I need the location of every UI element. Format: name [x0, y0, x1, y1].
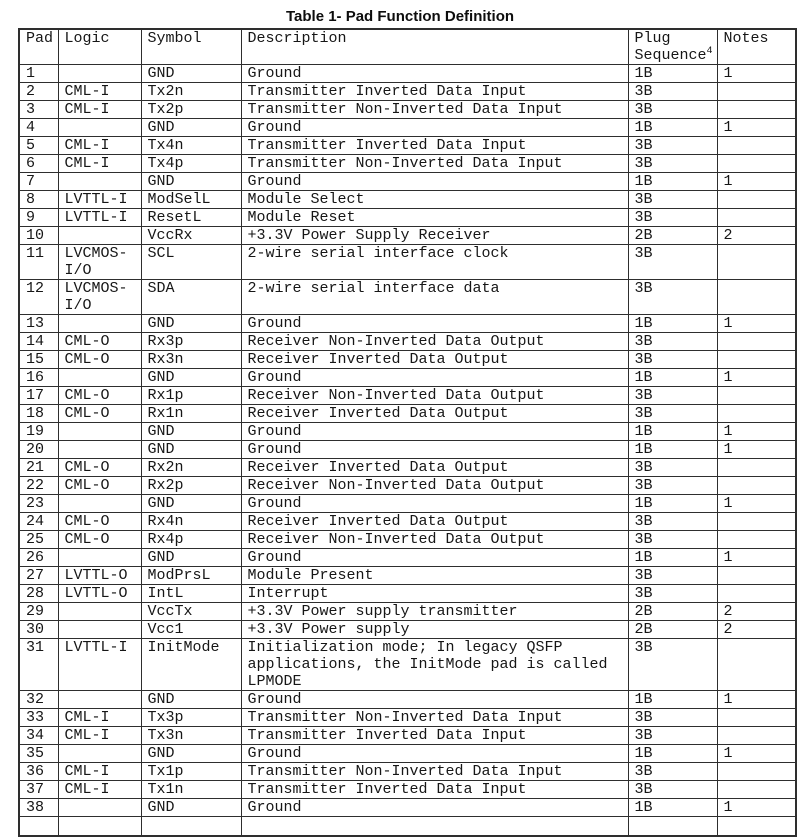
cell-logic	[58, 745, 141, 763]
cell-logic: CML-I	[58, 83, 141, 101]
cell-logic	[58, 549, 141, 567]
cell-symbol: GND	[141, 549, 241, 567]
table-row	[19, 351, 796, 369]
cell-plug: 1B	[628, 369, 717, 387]
table-row	[19, 119, 796, 137]
table-row	[19, 763, 796, 781]
cell-plug: 3B	[628, 137, 717, 155]
col-header-description: Description	[241, 29, 628, 65]
cell-logic	[58, 441, 141, 459]
cell-logic: CML-I	[58, 709, 141, 727]
cell-notes	[717, 477, 796, 495]
cell-symbol: ModPrsL	[141, 567, 241, 585]
cell-notes: 1	[717, 495, 796, 513]
table-row	[19, 639, 796, 691]
cell-symbol: SCL	[141, 245, 241, 280]
cell-pad: 31	[19, 639, 58, 691]
cell-notes: 1	[717, 65, 796, 83]
table-row	[19, 781, 796, 799]
cell-pad: 26	[19, 549, 58, 567]
cell-logic	[58, 315, 141, 333]
cell-plug: 1B	[628, 119, 717, 137]
cell-plug: 1B	[628, 315, 717, 333]
cell-logic: LVTTL-I	[58, 639, 141, 691]
cell-plug: 2B	[628, 227, 717, 245]
cell-pad: 38	[19, 799, 58, 817]
cell-notes	[717, 101, 796, 119]
cell-logic: LVCMOS-I/O	[58, 245, 141, 280]
plug-header-line1: Plug	[634, 30, 671, 47]
cell-description: Transmitter Non-Inverted Data Input	[241, 709, 628, 727]
cell-symbol: Tx4p	[141, 155, 241, 173]
cell-plug: 3B	[628, 405, 717, 423]
cell-plug: 3B	[628, 155, 717, 173]
cell-plug: 3B	[628, 781, 717, 799]
cell-description: Receiver Non-Inverted Data Output	[241, 531, 628, 549]
cell-logic: CML-I	[58, 763, 141, 781]
cell-plug: 1B	[628, 423, 717, 441]
cell-plug: 1B	[628, 65, 717, 83]
cell-description: Ground	[241, 745, 628, 763]
cell-symbol: GND	[141, 369, 241, 387]
cell-logic	[58, 173, 141, 191]
cell-logic: CML-O	[58, 333, 141, 351]
cell-pad: 22	[19, 477, 58, 495]
cell-description	[241, 817, 628, 837]
table-row	[19, 727, 796, 745]
cell-logic	[58, 119, 141, 137]
cell-logic: CML-I	[58, 137, 141, 155]
cell-logic: CML-O	[58, 477, 141, 495]
cell-notes	[717, 333, 796, 351]
cell-notes	[717, 191, 796, 209]
table-row	[19, 603, 796, 621]
cell-pad: 2	[19, 83, 58, 101]
table-row	[19, 441, 796, 459]
cell-logic: CML-I	[58, 727, 141, 745]
cell-symbol: GND	[141, 799, 241, 817]
cell-symbol: GND	[141, 173, 241, 191]
cell-plug: 3B	[628, 459, 717, 477]
cell-notes: 1	[717, 369, 796, 387]
cell-pad: 3	[19, 101, 58, 119]
cell-description: Receiver Non-Inverted Data Output	[241, 387, 628, 405]
cell-plug: 3B	[628, 513, 717, 531]
cell-logic	[58, 65, 141, 83]
cell-description: Transmitter Inverted Data Input	[241, 83, 628, 101]
cell-pad: 27	[19, 567, 58, 585]
cell-plug: 3B	[628, 191, 717, 209]
table-row	[19, 423, 796, 441]
cell-notes	[717, 781, 796, 799]
cell-pad: 29	[19, 603, 58, 621]
cell-pad: 28	[19, 585, 58, 603]
cell-description: 2-wire serial interface clock	[241, 245, 628, 280]
cell-pad: 25	[19, 531, 58, 549]
cell-symbol: Tx3p	[141, 709, 241, 727]
cell-notes	[717, 639, 796, 691]
cell-description: Ground	[241, 315, 628, 333]
cell-logic: LVCMOS-I/O	[58, 280, 141, 315]
cell-pad: 16	[19, 369, 58, 387]
cell-notes	[717, 531, 796, 549]
cell-logic: CML-I	[58, 781, 141, 799]
cell-description: Receiver Inverted Data Output	[241, 459, 628, 477]
cell-plug: 3B	[628, 245, 717, 280]
cell-logic	[58, 495, 141, 513]
cell-plug: 1B	[628, 549, 717, 567]
cell-symbol: Rx2n	[141, 459, 241, 477]
cell-symbol: IntL	[141, 585, 241, 603]
table-row	[19, 315, 796, 333]
table-row	[19, 745, 796, 763]
cell-pad: 7	[19, 173, 58, 191]
table-body	[19, 65, 796, 837]
cell-notes	[717, 387, 796, 405]
cell-description: +3.3V Power supply	[241, 621, 628, 639]
cell-notes	[717, 280, 796, 315]
cell-plug: 3B	[628, 351, 717, 369]
cell-description: Ground	[241, 441, 628, 459]
cell-plug: 1B	[628, 441, 717, 459]
table-row	[19, 173, 796, 191]
table-row	[19, 209, 796, 227]
table-row	[19, 101, 796, 119]
cell-plug: 3B	[628, 333, 717, 351]
cell-description: Ground	[241, 495, 628, 513]
cell-plug: 2B	[628, 603, 717, 621]
cell-description: Receiver Non-Inverted Data Output	[241, 333, 628, 351]
cell-pad	[19, 817, 58, 837]
cell-plug: 3B	[628, 763, 717, 781]
cell-plug: 3B	[628, 567, 717, 585]
cell-symbol: Tx2n	[141, 83, 241, 101]
plug-header-line2: Sequence	[634, 47, 707, 64]
cell-symbol: Tx3n	[141, 727, 241, 745]
cell-pad: 11	[19, 245, 58, 280]
cell-pad: 19	[19, 423, 58, 441]
cell-plug: 3B	[628, 639, 717, 691]
table-row	[19, 369, 796, 387]
table-row	[19, 191, 796, 209]
cell-pad: 36	[19, 763, 58, 781]
cell-notes	[717, 137, 796, 155]
cell-notes	[717, 727, 796, 745]
cell-notes	[717, 709, 796, 727]
cell-symbol: GND	[141, 65, 241, 83]
cell-symbol: ResetL	[141, 209, 241, 227]
cell-plug: 1B	[628, 745, 717, 763]
cell-plug: 1B	[628, 691, 717, 709]
cell-notes: 1	[717, 441, 796, 459]
cell-description: Ground	[241, 691, 628, 709]
cell-plug: 3B	[628, 387, 717, 405]
cell-symbol	[141, 817, 241, 837]
cell-notes	[717, 245, 796, 280]
cell-description: Module Select	[241, 191, 628, 209]
cell-logic: LVTTL-O	[58, 585, 141, 603]
cell-description: Transmitter Inverted Data Input	[241, 727, 628, 745]
table-row	[19, 531, 796, 549]
cell-pad: 17	[19, 387, 58, 405]
cell-symbol: Rx4p	[141, 531, 241, 549]
cell-logic: CML-I	[58, 101, 141, 119]
cell-plug: 3B	[628, 209, 717, 227]
cell-description: Transmitter Non-Inverted Data Input	[241, 101, 628, 119]
table-row	[19, 83, 796, 101]
cell-description: Receiver Inverted Data Output	[241, 351, 628, 369]
col-header-pad: Pad	[19, 29, 58, 65]
cell-symbol: Rx1n	[141, 405, 241, 423]
cell-pad: 14	[19, 333, 58, 351]
cell-notes	[717, 405, 796, 423]
cell-logic	[58, 227, 141, 245]
cell-description: Transmitter Non-Inverted Data Input	[241, 155, 628, 173]
table-row	[19, 65, 796, 83]
col-header-logic: Logic	[58, 29, 141, 65]
cell-description: Ground	[241, 369, 628, 387]
header-row	[19, 29, 796, 65]
cell-notes: 1	[717, 423, 796, 441]
cell-notes: 2	[717, 603, 796, 621]
cell-description: Ground	[241, 173, 628, 191]
cell-description: Ground	[241, 799, 628, 817]
cell-description: Initialization mode; In legacy QSFP applications, the InitMode pad is called LPMODE	[241, 639, 628, 691]
cell-plug: 2B	[628, 621, 717, 639]
cell-description: Module Reset	[241, 209, 628, 227]
table-row	[19, 405, 796, 423]
cell-notes: 1	[717, 799, 796, 817]
cell-description: Ground	[241, 423, 628, 441]
cell-pad: 37	[19, 781, 58, 799]
cell-notes	[717, 459, 796, 477]
cell-notes	[717, 155, 796, 173]
cell-symbol: Rx3p	[141, 333, 241, 351]
cell-symbol: VccTx	[141, 603, 241, 621]
cell-plug: 3B	[628, 101, 717, 119]
cell-symbol: Rx2p	[141, 477, 241, 495]
cell-logic	[58, 817, 141, 837]
cell-description: Receiver Inverted Data Output	[241, 405, 628, 423]
cell-symbol: ModSelL	[141, 191, 241, 209]
cell-pad: 8	[19, 191, 58, 209]
cell-logic	[58, 423, 141, 441]
table-row	[19, 333, 796, 351]
cell-notes	[717, 209, 796, 227]
cell-symbol: Rx4n	[141, 513, 241, 531]
cell-pad: 34	[19, 727, 58, 745]
cell-notes: 1	[717, 173, 796, 191]
cell-logic: LVTTL-O	[58, 567, 141, 585]
cell-notes	[717, 817, 796, 837]
table-row	[19, 137, 796, 155]
cell-logic: CML-O	[58, 387, 141, 405]
table-row	[19, 691, 796, 709]
cell-logic: LVTTL-I	[58, 191, 141, 209]
table-row	[19, 459, 796, 477]
cell-description: Ground	[241, 65, 628, 83]
cell-description: Transmitter Non-Inverted Data Input	[241, 763, 628, 781]
cell-notes	[717, 513, 796, 531]
cell-logic: CML-O	[58, 531, 141, 549]
cell-pad: 10	[19, 227, 58, 245]
cell-symbol: GND	[141, 745, 241, 763]
cell-pad: 20	[19, 441, 58, 459]
cell-plug: 3B	[628, 477, 717, 495]
table-title: Table 1- Pad Function Definition	[285, 8, 515, 25]
cell-pad: 13	[19, 315, 58, 333]
cell-plug: 3B	[628, 709, 717, 727]
cell-pad: 21	[19, 459, 58, 477]
cell-plug: 1B	[628, 173, 717, 191]
cell-pad: 32	[19, 691, 58, 709]
cell-notes	[717, 567, 796, 585]
plug-header-footnote-ref: 4	[706, 46, 713, 57]
table-row	[19, 477, 796, 495]
cell-pad: 35	[19, 745, 58, 763]
cell-plug: 3B	[628, 280, 717, 315]
cell-pad: 24	[19, 513, 58, 531]
cell-plug: 3B	[628, 531, 717, 549]
pad-function-table	[18, 28, 797, 837]
cell-logic	[58, 799, 141, 817]
cell-pad: 15	[19, 351, 58, 369]
cell-notes: 2	[717, 621, 796, 639]
cell-pad: 30	[19, 621, 58, 639]
cell-symbol: GND	[141, 495, 241, 513]
cell-pad: 23	[19, 495, 58, 513]
cell-plug: 1B	[628, 799, 717, 817]
cell-logic: CML-O	[58, 459, 141, 477]
table-row	[19, 513, 796, 531]
cell-pad: 9	[19, 209, 58, 227]
cell-plug: 3B	[628, 727, 717, 745]
cell-description: +3.3V Power Supply Receiver	[241, 227, 628, 245]
cell-symbol: Tx4n	[141, 137, 241, 155]
table-row	[19, 280, 796, 315]
table-row	[19, 387, 796, 405]
cell-symbol: Tx1p	[141, 763, 241, 781]
cell-notes: 1	[717, 549, 796, 567]
table-row	[19, 155, 796, 173]
cell-description: Receiver Non-Inverted Data Output	[241, 477, 628, 495]
cell-symbol: Tx1n	[141, 781, 241, 799]
cell-notes	[717, 351, 796, 369]
table-row	[19, 621, 796, 639]
table-row	[19, 567, 796, 585]
col-header-plug-sequence	[628, 29, 717, 65]
table-row	[19, 245, 796, 280]
table-row	[19, 227, 796, 245]
table-row	[19, 585, 796, 603]
table-row	[19, 495, 796, 513]
cell-symbol: GND	[141, 119, 241, 137]
cell-description: Ground	[241, 549, 628, 567]
table-row	[19, 709, 796, 727]
cell-description: Transmitter Inverted Data Input	[241, 781, 628, 799]
cell-symbol: Rx3n	[141, 351, 241, 369]
cell-symbol: SDA	[141, 280, 241, 315]
cell-logic	[58, 621, 141, 639]
cell-pad: 1	[19, 65, 58, 83]
cell-logic: CML-I	[58, 155, 141, 173]
cell-logic	[58, 691, 141, 709]
cell-pad: 4	[19, 119, 58, 137]
cell-symbol: GND	[141, 423, 241, 441]
cell-notes	[717, 585, 796, 603]
cell-description: Receiver Inverted Data Output	[241, 513, 628, 531]
cell-pad: 18	[19, 405, 58, 423]
cell-plug: 3B	[628, 83, 717, 101]
table-row	[19, 549, 796, 567]
cell-description: 2-wire serial interface data	[241, 280, 628, 315]
col-header-notes: Notes	[717, 29, 796, 65]
cell-logic: CML-O	[58, 513, 141, 531]
cell-symbol: Rx1p	[141, 387, 241, 405]
cell-description: +3.3V Power supply transmitter	[241, 603, 628, 621]
partial-clipped-row	[19, 817, 796, 837]
cell-symbol: Tx2p	[141, 101, 241, 119]
cell-notes: 1	[717, 119, 796, 137]
cell-logic	[58, 603, 141, 621]
cell-plug: 3B	[628, 585, 717, 603]
cell-notes: 2	[717, 227, 796, 245]
cell-symbol: VccRx	[141, 227, 241, 245]
cell-notes: 1	[717, 315, 796, 333]
cell-description: Module Present	[241, 567, 628, 585]
cell-plug: 1B	[628, 495, 717, 513]
cell-pad: 12	[19, 280, 58, 315]
cell-pad: 33	[19, 709, 58, 727]
table-row	[19, 799, 796, 817]
cell-pad: 6	[19, 155, 58, 173]
cell-plug	[628, 817, 717, 837]
cell-symbol: InitMode	[141, 639, 241, 691]
cell-logic	[58, 369, 141, 387]
cell-notes: 1	[717, 745, 796, 763]
cell-logic: CML-O	[58, 405, 141, 423]
cell-description: Transmitter Inverted Data Input	[241, 137, 628, 155]
cell-notes	[717, 763, 796, 781]
cell-symbol: Vcc1	[141, 621, 241, 639]
cell-notes: 1	[717, 691, 796, 709]
col-header-symbol: Symbol	[141, 29, 241, 65]
cell-description: Interrupt	[241, 585, 628, 603]
cell-symbol: GND	[141, 315, 241, 333]
cell-logic: LVTTL-I	[58, 209, 141, 227]
cell-logic: CML-O	[58, 351, 141, 369]
cell-pad: 5	[19, 137, 58, 155]
cell-notes	[717, 83, 796, 101]
cell-symbol: GND	[141, 441, 241, 459]
cell-description: Ground	[241, 119, 628, 137]
cell-symbol: GND	[141, 691, 241, 709]
